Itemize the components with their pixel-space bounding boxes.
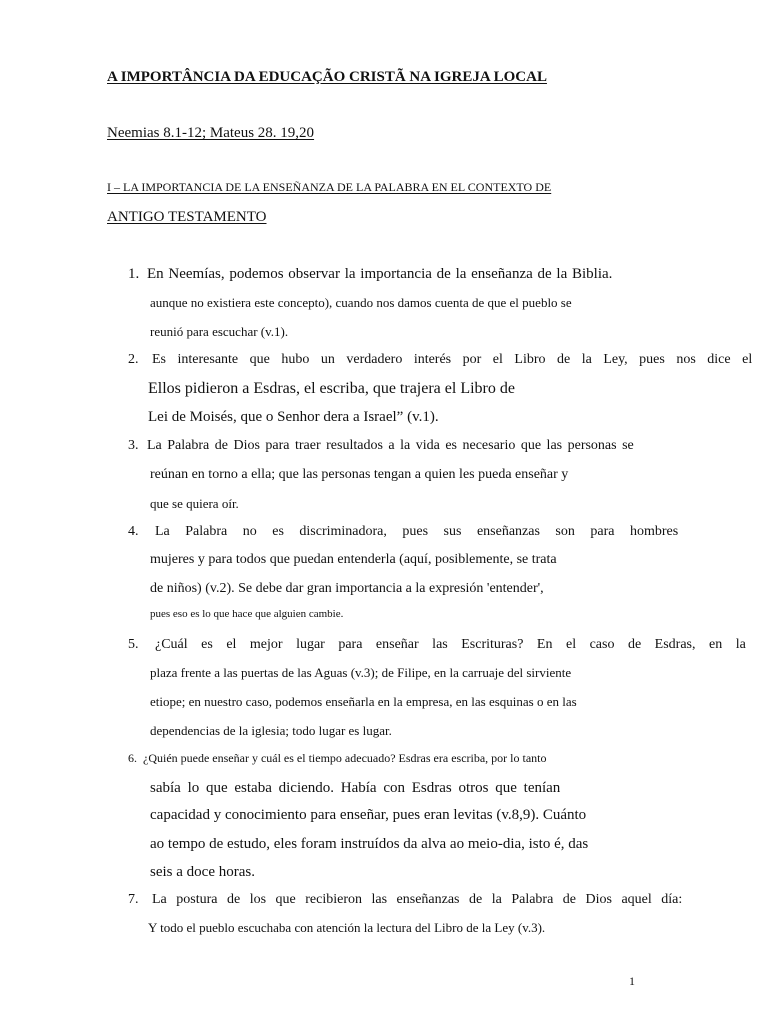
item-6-line-5: seis a doce horas. xyxy=(150,864,255,880)
item-4-line-3: de niños) (v.2). Se debe dar gran importancia a la expresión 'entender', xyxy=(150,581,544,596)
item-4-line-1: La Palabra no es discriminadora, pues sus enseñanzas son para hombres xyxy=(155,524,679,539)
item-7-line-2: Y todo el pueblo escuchaba con atención la lectura del Libro de la Ley (v.3). xyxy=(148,920,546,935)
section-heading-line-2: ANTIGO TESTAMENTO xyxy=(107,209,267,225)
item-3-line-2: reúnan en torno a ella; que las personas tengan a quien les pueda enseñar y xyxy=(150,467,569,482)
item-number-6: 6. xyxy=(128,751,137,765)
item-6-line-2: sabía lo que estaba diciendo. Había con Esdras otros que tenían xyxy=(150,780,561,796)
section-heading-line-1: I – LA IMPORTANCIA DE LA ENSEÑANZA DE LA PALABRA EN EL CONTEXTO DE xyxy=(107,180,552,194)
item-number-2: 2. xyxy=(128,352,139,367)
item-4-line-2: mujeres y para todos que puedan entenderla (aquí, posiblemente, se trata xyxy=(150,552,557,567)
item-5-line-1: ¿Cuál es el mejor lugar para enseñar las Escrituras? En el caso de Esdras, en la xyxy=(155,637,746,652)
item-6-line-3: capacidad y conocimiento para enseñar, pues eran levitas (v.8,9). Cuánto xyxy=(150,807,587,823)
page-number: 1 xyxy=(629,974,635,988)
item-number-4: 4. xyxy=(128,524,139,539)
item-5-line-4: dependencias de la iglesia; todo lugar es lugar. xyxy=(150,723,392,738)
item-number-3: 3. xyxy=(128,438,139,453)
item-1-line-2: aunque no existiera este concepto), cuando nos damos cuenta de que el pueblo se xyxy=(150,295,572,310)
item-5-line-2: plaza frente a las puertas de las Aguas (v.3); de Filipe, en la carruaje del sirviente xyxy=(150,665,572,680)
item-3-line-3: que se quiera oír. xyxy=(150,496,239,511)
item-1-line-3: reunió para escuchar (v.1). xyxy=(150,324,289,339)
scripture-reference: Neemias 8.1-12; Mateus 28. 19,20 xyxy=(107,125,315,141)
item-4-line-4: pues eso es lo que hace que alguien cambie. xyxy=(150,608,344,620)
item-1-line-1: En Neemías, podemos observar la importancia de la enseñanza de la Biblia. xyxy=(147,266,613,282)
item-5-line-3: etiope; en nuestro caso, podemos enseñarla en la empresa, en las esquinas o en las xyxy=(150,694,577,709)
document-title: A IMPORTÂNCIA DA EDUCAÇÃO CRISTÃ NA IGREJA LOCAL xyxy=(107,69,547,85)
item-3-line-1: La Palabra de Dios para traer resultados a la vida es necesario que las personas se xyxy=(147,438,634,453)
item-number-5: 5. xyxy=(128,637,139,652)
item-2-line-3: Lei de Moisés, que o Senhor dera a Israel” (v.1). xyxy=(148,409,439,425)
item-number-1: 1. xyxy=(128,266,140,282)
item-6-line-4: ao tempo de estudo, eles foram instruídos da alva ao meio-dia, isto é, das xyxy=(150,836,589,852)
item-number-7: 7. xyxy=(128,892,139,907)
item-2-line-2: Ellos pidieron a Esdras, el escriba, que trajera el Libro de xyxy=(148,380,515,397)
item-2-line-1: Es interesante que hubo un verdadero interés por el Libro de la Ley, pues nos dice el xyxy=(152,352,753,367)
item-7-line-1: La postura de los que recibieron las enseñanzas de la Palabra de Dios aquel día: xyxy=(152,892,683,907)
item-6-line-1: ¿Quién puede enseñar y cuál es el tiempo adecuado? Esdras era escriba, por lo tanto xyxy=(143,751,547,765)
